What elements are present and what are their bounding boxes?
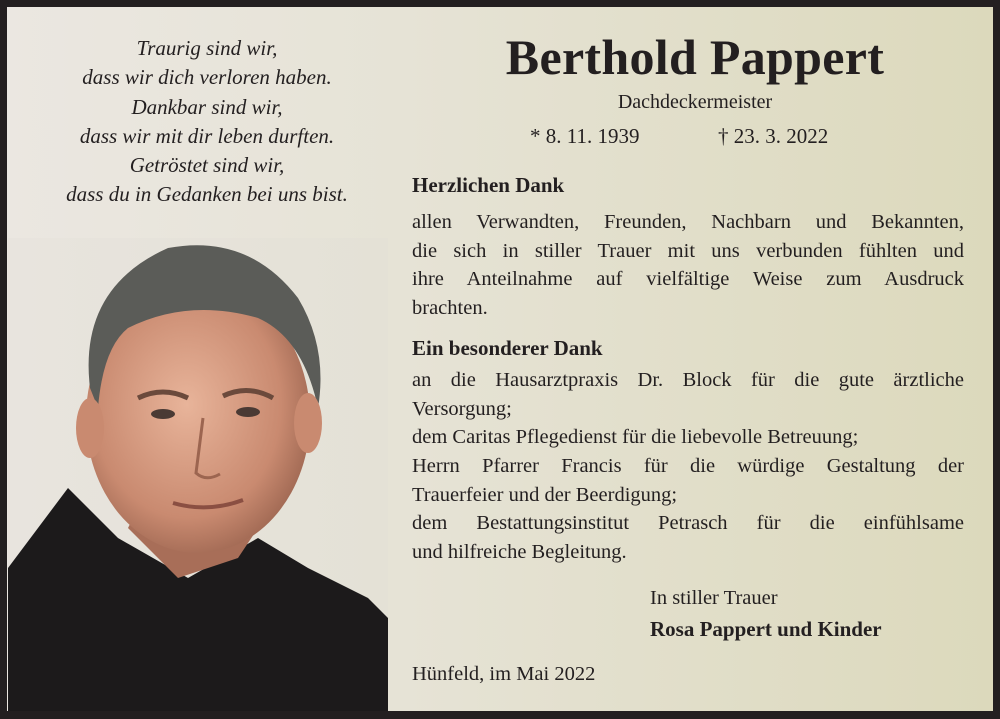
poem-line: Traurig sind wir, [136, 36, 278, 60]
text-line: allen Verwandten, Freunden, Nachbarn und Bekannten, [412, 211, 964, 233]
text-line: brachten. [412, 297, 488, 320]
poem-line: Getröstet sind wir, [129, 153, 285, 178]
text-line: an die Hausarztpraxis Dr. Block für die gute ärztliche [412, 369, 964, 391]
poem-line: dass wir mit dir leben durften. [79, 123, 335, 148]
text-line: ihre Anteilnahme auf vielfältige Weise zum Ausdruck [412, 268, 964, 291]
poem [7, 34, 407, 210]
text-line: dem Bestattungsinstitut Petrasch für die einfühlsame [412, 512, 964, 535]
portrait-photo [8, 238, 388, 711]
signature-intro: In stiller Trauer [650, 587, 778, 609]
poem-line: dass du in Gedanken bei uns bist. [66, 182, 348, 207]
death-date: † 23. 3. 2022 [718, 124, 829, 148]
birth-date: * 8. 11. 1939 [530, 124, 640, 148]
deceased-name: Berthold Pappert [505, 29, 885, 85]
section-heading: Ein besonderer Dank [412, 336, 603, 360]
obituary-card [7, 7, 993, 711]
poem-line: Dankbar sind wir, [131, 94, 283, 119]
signature-names: Rosa Pappert und Kinder [650, 617, 882, 641]
text-line: dem Caritas Pflegedienst für die liebevolle Betreuung; [412, 426, 859, 449]
place-date: Hünfeld, im Mai 2022 [412, 663, 596, 685]
text-line: und hilfreiche Begleitung. [412, 541, 627, 564]
thanks-paragraph [412, 208, 964, 323]
text-line: Herrn Pfarrer Francis für die würdige Gestaltung der [412, 455, 964, 478]
text-line: die sich in stiller Trauer mit uns verbunden fühlten und [412, 239, 964, 262]
profession: Dachdeckermeister [617, 91, 773, 113]
special-thanks-paragraph [412, 366, 964, 567]
text-line: Versorgung; [412, 397, 512, 420]
section-heading: Herzlichen Dank [412, 173, 565, 197]
poem-line: dass wir dich verloren haben. [82, 65, 332, 90]
text-line: Trauerfeier und der Beerdigung; [412, 483, 678, 506]
